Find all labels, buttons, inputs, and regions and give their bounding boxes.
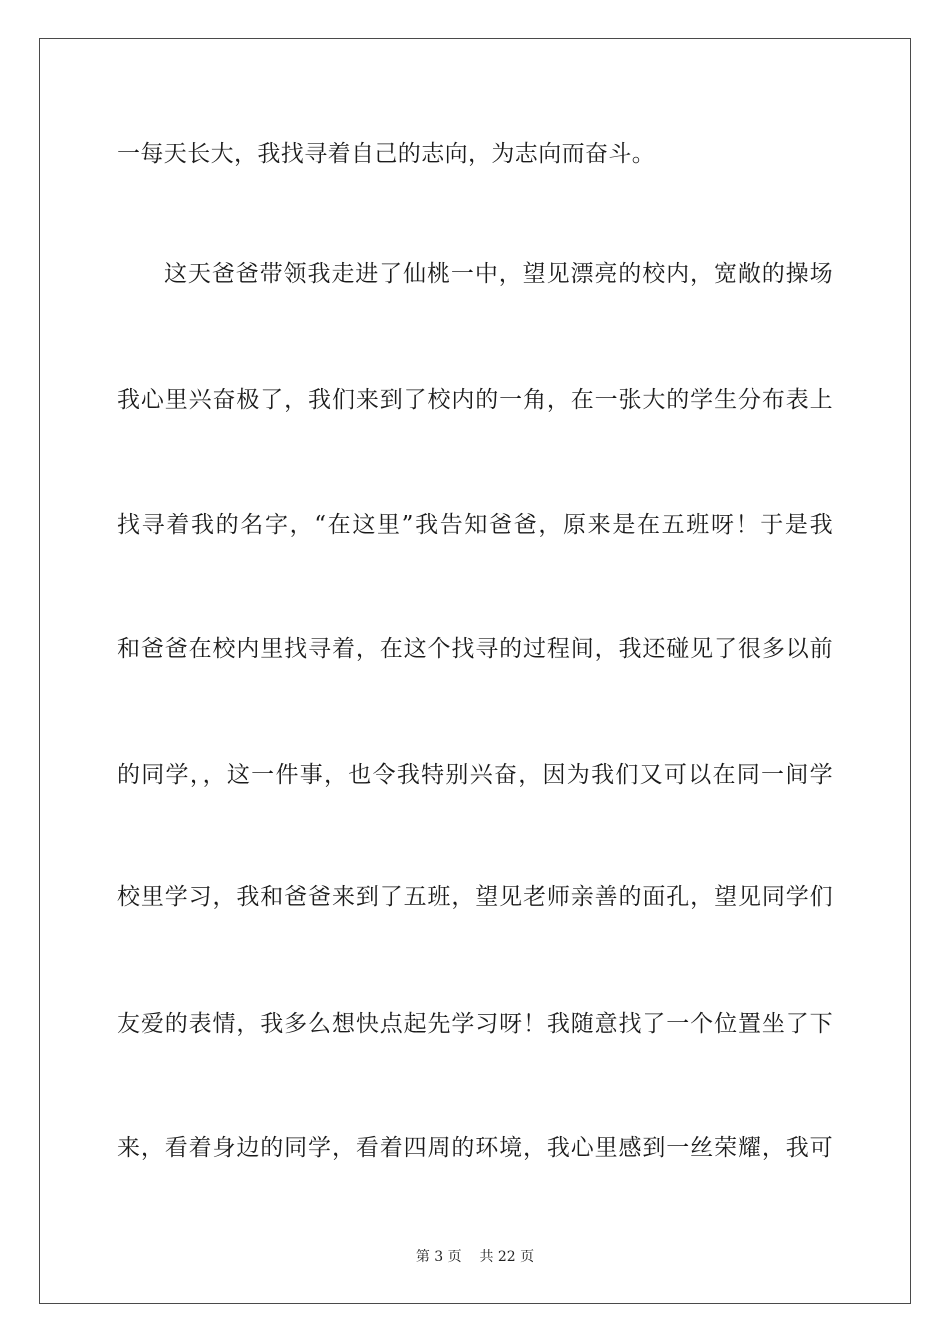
paragraph-line-9: 来，看着身边的同学，看着四周的环境，我心里感到一丝荣耀，我可 [117,1135,833,1161]
paragraph-line-4: 找寻着我的名字，“在这里”我告知爸爸，原来是在五班呀！于是我 [117,512,833,538]
page-footer [0,1248,950,1266]
page-border [39,38,911,1304]
paragraph-line-7: 校里学习，我和爸爸来到了五班，望见老师亲善的面孔，望见同学们 [117,884,833,910]
page-total: 共 22 页 [479,1249,535,1265]
page-number: 第 3 页 [415,1249,462,1265]
paragraph-line-3: 我心里兴奋极了，我们来到了校内的一角，在一张大的学生分布表上 [117,387,833,413]
paragraph-line-1: 一每天长大，我找寻着自己的志向，为志向而奋斗。 [117,141,656,167]
paragraph-line-6: 的同学，，这一件事，也令我特别兴奋，因为我们又可以在同一间学 [117,762,833,788]
paragraph-line-8: 友爱的表情，我多么想快点起先学习呀！我随意找了一个位置坐了下 [117,1011,833,1037]
paragraph-line-2: 这天爸爸带领我走进了仙桃一中，望见漂亮的校内，宽敞的操场 [164,261,833,287]
paragraph-line-5: 和爸爸在校内里找寻着，在这个找寻的过程间，我还碰见了很多以前 [117,636,833,662]
